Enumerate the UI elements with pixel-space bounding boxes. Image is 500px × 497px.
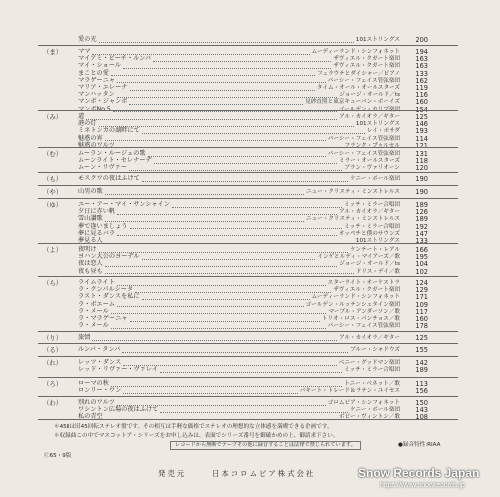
track-row [78, 175, 400, 183]
track-artist: ブラン・ヴァリオーン [344, 165, 400, 172]
dot-leader [105, 136, 326, 141]
page-number: 156 [415, 387, 428, 396]
dot-leader [105, 190, 304, 195]
page-number: 133 [415, 69, 428, 78]
page-number: 162 [415, 76, 428, 85]
publisher-label: 発売元 [158, 469, 187, 478]
track-title: マンボNo.5 [78, 105, 111, 113]
track-artist: ケンテート・レアル [350, 247, 400, 253]
dot-leader [99, 248, 349, 253]
page-number: 124 [415, 279, 428, 287]
track-title: 魅惑のワルツ [78, 141, 115, 149]
track-artist: ジョージ・オールド／ts [339, 261, 400, 268]
track-row [78, 346, 400, 354]
section-heading: （ら） [43, 279, 63, 287]
track-title: レッツ・ダンス [78, 359, 122, 366]
section-divider [38, 110, 458, 111]
dot-leader [130, 224, 343, 229]
section-heading: （よ） [43, 246, 63, 254]
dot-leader [123, 361, 337, 366]
track-title: マラゲーニャ [78, 76, 116, 84]
section-heading: （や） [43, 188, 63, 196]
page-number: 143 [415, 406, 428, 415]
track-title: 道 [78, 113, 85, 120]
page-number: 163 [415, 62, 428, 71]
page-number: 200 [415, 36, 428, 44]
track-artist: ミッチ・ミラー合唱団 [344, 202, 400, 208]
section-heading: （ゆ） [43, 201, 63, 209]
track-artist: パーシー・フェイス管弦楽団 [327, 323, 400, 330]
track-title: 別れのワルツ [78, 399, 115, 406]
page-number: 104 [415, 260, 428, 269]
dot-leader [172, 203, 342, 208]
track-title: 夕日に赤い帆 [78, 208, 116, 216]
track-artist: ゴールデン・カリブ楽団 [338, 106, 400, 113]
track-artist: タイム・オール・オールスターズ [316, 85, 400, 91]
track-artist: レイ・ポサダ [366, 128, 400, 135]
page-number: 119 [415, 84, 428, 92]
catalog-number: Ⓒ65・9版 [44, 453, 72, 459]
track-title: 愛の光 [78, 36, 97, 43]
track-title: 夜も昼も [78, 267, 103, 275]
dot-leader [117, 401, 326, 406]
track-artist: アル・カイオラ／ギター [339, 114, 400, 120]
page-number: 195 [415, 253, 428, 262]
section-divider [38, 276, 458, 277]
page-number: 194 [415, 48, 428, 56]
page-number: 189 [415, 215, 428, 224]
dot-leader [142, 295, 310, 300]
track-title: まことの愛 [78, 69, 109, 77]
track-row [78, 366, 400, 374]
track-title: ママ [78, 48, 91, 55]
page-number: 155 [415, 346, 428, 354]
track-title: マンボ・ジャンボ [78, 98, 128, 106]
watermark-url: https://www.snowrecords.jp [380, 482, 465, 489]
dot-leader [86, 115, 337, 120]
track-title: 夢見る人 [78, 237, 103, 244]
track-artist: 見砂直照と東京キューバン・ボーイズ [305, 99, 400, 106]
riaa-label: ●録音特性:RIAA [398, 442, 441, 448]
page-number: 178 [415, 322, 428, 331]
track-artist: ザヴィエル・クガート楽団 [333, 56, 400, 63]
dot-leader [130, 86, 315, 91]
watermark-title: Snow Records Japan [358, 466, 480, 480]
page-number: 102 [415, 267, 428, 276]
page-number: 190 [415, 175, 428, 183]
dot-leader [142, 129, 365, 134]
track-title: ムーラン・ルージュの歌 [78, 150, 146, 157]
page-number: 193 [415, 127, 428, 136]
page-number: 118 [415, 157, 428, 166]
track-artist: ゴロムビア・シンフォネット [327, 400, 400, 406]
footnote-stereo: ＊45Ⅱは旧45回転ステレオ盤です。その相互は手軽な価格でステレオの理想的な立体感を満喫できる企画です。 [54, 424, 333, 430]
dot-leader [142, 255, 316, 260]
page-number: 133 [415, 237, 428, 245]
track-artist: マーブル・アンダーソン／歌 [328, 308, 400, 315]
footnote-series: ＊収録曲この中でマスコットア・シリーズをお申し込みは、表面でシリーズ番号を御確かめの上、御請求下さい。 [54, 433, 339, 439]
track-artist: ザヴィエル・クガート楽団 [333, 63, 400, 70]
page-number: 166 [415, 246, 428, 254]
track-artist: ニュー・クリスティ・ミンストレルス [306, 216, 400, 223]
track-row [78, 334, 400, 342]
track-title: 私の青空 [78, 413, 103, 421]
track-artist: オッペチと僕のサウンズ [338, 230, 400, 237]
track-title: マイアミ・ビーチ・ルンバ [78, 55, 152, 63]
section-divider [38, 377, 458, 378]
page-number: 116 [415, 91, 428, 100]
dot-leader [117, 302, 304, 307]
track-title: ルンバ・タンバ [78, 346, 121, 353]
track-title: 山男の歌 [78, 188, 103, 195]
track-artist: ゴールデン・ルッテンシュタイン楽団 [305, 301, 400, 308]
track-title: ローマの秋 [78, 380, 109, 387]
section-divider [38, 147, 458, 148]
dot-leader [154, 159, 337, 164]
section-heading: （れ） [43, 359, 63, 367]
track-artist: 101ストリングス [355, 37, 400, 43]
track-title: レッド・リヴァー・ヴァレイ [78, 366, 158, 374]
track-title: ラ・メール [78, 307, 109, 315]
dot-leader [142, 177, 348, 182]
track-title: マリア・エレーナ [78, 84, 128, 91]
page-number: 146 [415, 120, 428, 129]
section-divider [38, 356, 458, 357]
track-artist: ミッチ・ミラー合唱団 [344, 367, 400, 374]
track-artist: 101ストリングス [355, 121, 400, 128]
page-number: 120 [415, 164, 428, 173]
track-artist: パーシー・フェイス管弦楽団 [327, 135, 400, 142]
dot-leader [160, 368, 342, 373]
track-artist: バキート・トレード＆ラテン・ユイセス [299, 388, 400, 395]
track-artist: トリオ・ロス・パンチョス／歌 [321, 316, 400, 322]
dot-leader [117, 78, 326, 83]
page-number: 192 [415, 222, 428, 231]
section-heading: （ろ） [43, 380, 63, 388]
dot-leader [111, 71, 315, 76]
track-artist: ニュー・クリスティ・ミンストレルス [306, 189, 400, 195]
dot-leader [135, 288, 331, 293]
dot-leader [99, 122, 354, 127]
page-number: 147 [415, 229, 428, 238]
page-number: 121 [415, 141, 428, 150]
section-divider [38, 396, 458, 397]
page-number: 126 [415, 208, 428, 217]
section-divider [38, 343, 458, 344]
page-number: 131 [415, 150, 428, 158]
page-number: 113 [415, 380, 428, 388]
dot-leader [99, 38, 354, 43]
track-row [78, 322, 400, 330]
track-title: ラ・マラゲーニャ [78, 315, 128, 322]
track-artist: ケニー・ボール楽団 [349, 407, 400, 414]
track-artist: ボビー・ヴィントン／歌 [339, 414, 400, 421]
section-heading: （ま） [43, 48, 63, 56]
track-title: ワシントン広場の夜はふけて [78, 406, 159, 414]
track-row [78, 188, 400, 196]
track-title: ミネトンカの湖畔にて [78, 127, 140, 135]
section-heading: （わ） [43, 399, 63, 407]
copyright-notice: レコードから無断でテープその他に録音することは法律で禁じられています。 [170, 441, 361, 450]
section-heading: （み） [43, 113, 63, 121]
page-number: 150 [415, 399, 428, 407]
dot-leader [129, 166, 342, 171]
track-artist: ムーディーランド・シンフォネット [311, 294, 400, 301]
section-divider [38, 243, 458, 244]
track-artist: ザヴィエル・クガート楽団 [333, 287, 400, 294]
track-row [78, 268, 400, 276]
page-number: 189 [415, 366, 428, 375]
track-artist: ジョージ・オールド／ts [339, 92, 400, 99]
page-number: 108 [415, 413, 428, 422]
track-title: 夜は恋人 [78, 260, 103, 268]
track-artist: ミラー・オールスターズ [339, 158, 400, 165]
track-artist: 101ストリングス [355, 238, 400, 244]
section-divider [38, 172, 458, 173]
dot-leader [153, 57, 331, 62]
track-artist: ベニー・グッドマン楽団 [338, 360, 400, 366]
page-number: 160 [415, 98, 428, 107]
page-number: 189 [415, 201, 428, 209]
track-artist: ケニー・ボール楽団 [349, 176, 400, 182]
page-number: 125 [415, 334, 428, 342]
page-number: 117 [415, 307, 428, 316]
track-title: モスクワの夜はふけて [78, 175, 140, 182]
section-divider [38, 185, 458, 186]
page-number: 129 [415, 286, 428, 295]
track-title: ラ・メール [78, 322, 109, 330]
dot-leader [111, 309, 327, 314]
dot-leader [111, 324, 326, 329]
track-title: ラスト・ダンスを私に [78, 293, 140, 301]
track-row [78, 36, 400, 44]
page-number: 190 [415, 188, 428, 196]
page-number: 154 [415, 105, 428, 114]
dot-leader [105, 217, 304, 222]
track-artist: ブルー・シャドウズ [350, 347, 400, 353]
track-title: 旅情 [78, 334, 91, 341]
track-title: 夜明け [78, 246, 97, 253]
track-title: ラ・クンパルシータ [78, 286, 134, 294]
track-row [78, 142, 400, 150]
dot-leader [92, 336, 337, 341]
dot-leader [92, 50, 309, 55]
section-heading: （る） [43, 346, 63, 354]
dot-leader [122, 348, 348, 353]
track-title: ムーンライト・セレナーデ [78, 157, 152, 165]
dot-leader [105, 262, 338, 267]
track-title: 夢で逢いましょう [78, 222, 128, 230]
page-number: 163 [415, 55, 428, 64]
track-artist: パーシー・フェイス管弦楽団 [327, 151, 400, 157]
track-artist: ミッチ・ミラー合唱団 [344, 223, 400, 230]
page-number: 142 [415, 359, 428, 367]
section-heading: （も） [43, 175, 63, 183]
publisher-name: 日本コロムビア株式会社 [212, 469, 316, 478]
page-number: 160 [415, 315, 428, 323]
track-artist: パーシー・フェイス管弦楽団 [327, 77, 400, 84]
dot-leader [117, 210, 337, 215]
track-title: ロンリー・ワン [78, 387, 122, 395]
dot-leader [123, 64, 331, 69]
track-row [78, 387, 400, 395]
track-title: ユー・アー・マイ・サンシャイン [78, 201, 170, 208]
track-artist: インゲとルディ・マイアーズ／歌 [317, 254, 400, 261]
dot-leader [111, 382, 342, 387]
track-title: マンハッタン [78, 91, 115, 99]
track-title: 港の灯 [78, 120, 97, 128]
dot-leader [117, 93, 338, 98]
section-divider [38, 331, 458, 332]
track-title: ムーン・リヴァー [78, 164, 128, 172]
track-artist: フランク・プゥルセル [344, 142, 400, 149]
track-artist: スターライト・オーケストラ [327, 280, 400, 286]
track-artist: アル・カイオラ／ギター [339, 209, 400, 216]
section-heading: （む） [43, 150, 63, 158]
page-number: 125 [415, 113, 428, 121]
dot-leader [117, 281, 326, 286]
page-number: 114 [415, 134, 428, 143]
track-artist: フェラウテとダイシャー／ピアノ [317, 70, 400, 77]
dot-leader [148, 152, 326, 157]
track-title: マイ・ショール [78, 62, 121, 70]
section-heading: （り） [43, 334, 63, 342]
dot-leader [123, 389, 297, 394]
track-artist: ドリス・デイ／歌 [355, 268, 400, 275]
dot-leader [105, 269, 354, 274]
track-artist: ムーディーランド・シンフォネット [311, 49, 400, 55]
footer-divider [38, 419, 458, 420]
page-number: 109 [415, 300, 428, 309]
section-divider [38, 45, 458, 46]
track-title: ラ・ボエーム [78, 300, 116, 308]
dot-leader [160, 408, 348, 413]
track-row [78, 413, 400, 421]
track-artist: アル・カイオラ／ギター [339, 335, 400, 341]
track-artist: トニー・ベネット／歌 [344, 381, 400, 387]
track-title: ライムライト [78, 279, 115, 286]
dot-leader [117, 231, 337, 236]
track-title: 雪山讃歌 [78, 215, 103, 223]
track-title: 魅惑の宵 [78, 134, 103, 142]
dot-leader [129, 100, 303, 105]
dot-leader [130, 317, 320, 322]
track-title: 夢に見るバラ [78, 229, 116, 237]
track-title: ヨハン大公のヨーデル [78, 253, 140, 261]
section-divider [38, 198, 458, 199]
page-number: 171 [415, 293, 428, 302]
